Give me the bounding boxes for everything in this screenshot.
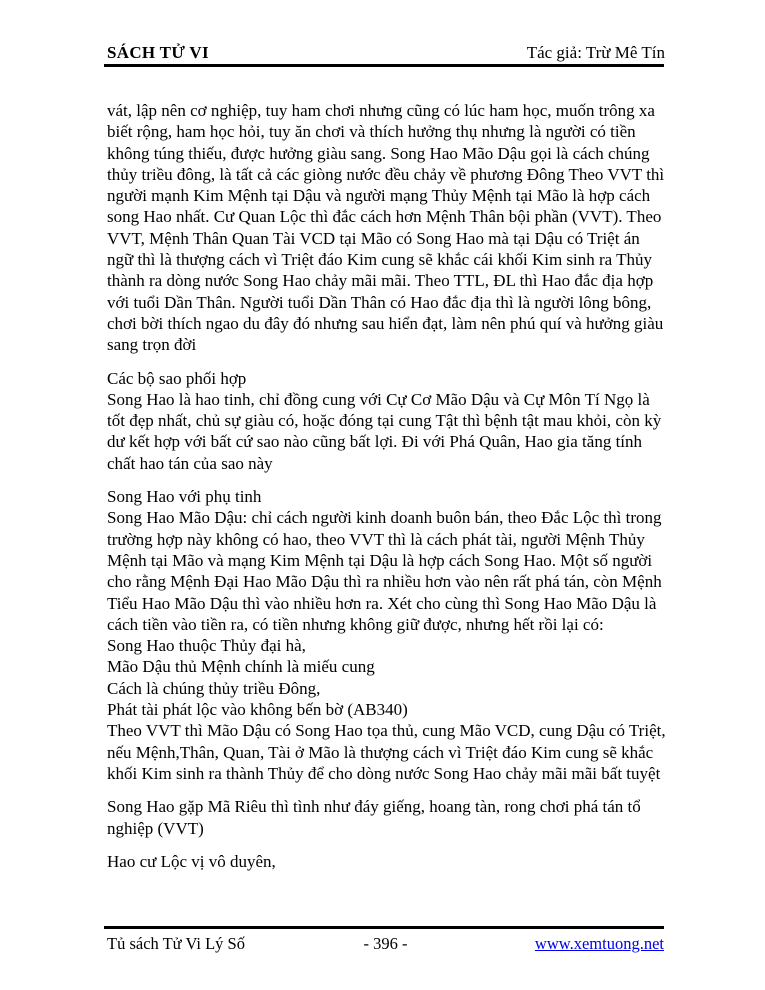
text-line: Song Hao Mão Dậu: chỉ cách người kinh doanh buôn bán, theo Đắc Lộc thì trong bbox=[107, 508, 662, 528]
text-line: chơi bời thích ngao du đây đó nhưng sau hiển đạt, làm nên phú quí và hưởng giàu bbox=[107, 313, 664, 333]
text-line: dư kết hợp với bất cứ sao nào cũng bất lợi. Đi với Phá Quân, Hao gia tăng tính bbox=[107, 432, 643, 452]
text-line: sang trọn đời bbox=[107, 335, 197, 355]
text-line: Cách là chúng thủy triều Đông, bbox=[107, 678, 321, 698]
footer-series-title: Tủ sách Tử Vi Lý Số bbox=[107, 934, 245, 953]
footer-divider bbox=[104, 926, 664, 929]
website-link[interactable]: www.xemtuong.net bbox=[534, 934, 664, 953]
body-text bbox=[107, 100, 669, 884]
text-line: với tuổi Dần Thân. Người tuổi Dần Thân có Hao đắc địa thì là người lông bông, bbox=[107, 292, 652, 312]
text-line: song Hao nhất. Cư Quan Lộc thì đắc cách hơn Mệnh Thân bội phần (VVT). Theo bbox=[107, 207, 662, 227]
text-line: cách tiền vào tiền ra, có tiền nhưng không giữ được, nhưng hết rồi lại có: bbox=[107, 614, 604, 634]
text-line: Mệnh tại Mão và mạng Kim Mệnh tại Dậu là hợp cách Song Hao. Một số người bbox=[107, 550, 653, 570]
text-line: cho rằng Mệnh Đại Hao Mão Dậu thì ra nhiều hơn vào nên rất phá tán, còn Mệnh bbox=[107, 572, 662, 592]
text-line: Các bộ sao phối hợp bbox=[107, 368, 247, 388]
text-line: nếu Mệnh,Thân, Quan, Tài ở Mão là thượng cách vì Triệt đáo Kim cung sẽ khắc bbox=[107, 742, 654, 762]
header-divider bbox=[104, 64, 664, 67]
text-line: Song Hao là hao tinh, chỉ đồng cung với Cự Cơ Mão Dậu và Cự Môn Tí Ngọ là bbox=[107, 389, 650, 409]
author-credit: Tác giả: Trừ Mê Tín bbox=[526, 43, 665, 62]
text-line: ngữ thì là thượng cách vì Triệt đáo Kim cung sẽ khắc cái khối Kim sinh ra Thủy bbox=[107, 250, 653, 270]
text-line: thủy triều đông, là tất cả các giòng nước đều chảy về phương Đông Theo VVT thì bbox=[107, 164, 665, 184]
text-line: nghiệp (VVT) bbox=[107, 818, 204, 838]
paragraph bbox=[107, 100, 669, 356]
text-line: thành ra dòng nước Song Hao chảy mãi mãi. Theo TTL, ĐL thì Hao đắc địa hợp bbox=[107, 271, 654, 291]
page-footer bbox=[107, 934, 664, 954]
text-line: tốt đẹp nhất, chủ sự giàu có, hoặc đóng tại cung Tật thì bệnh tật mau khỏi, còn kỳ bbox=[107, 411, 662, 431]
paragraph bbox=[107, 851, 669, 872]
text-line: người mạnh Kim Mệnh tại Dậu và người mạng Thủy Mệnh tại Mão là hợp cách bbox=[107, 186, 651, 206]
text-line: VVT, Mệnh Thân Quan Tài VCD tại Mão có Song Hao mà tại Dậu có Triệt án bbox=[107, 228, 640, 248]
text-line: trường hợp này không có hao, theo VVT thì là cách phát tài, người Mệnh Thủy bbox=[107, 529, 645, 549]
text-line: Tiểu Hao Mão Dậu thì vào nhiều hơn ra. Xét cho cùng thì Song Hao Mão Dậu là bbox=[107, 593, 657, 613]
text-line: Hao cư Lộc vị vô duyên, bbox=[107, 851, 276, 871]
text-line: Song Hao với phụ tinh bbox=[107, 487, 262, 507]
page-number: - 396 - bbox=[363, 934, 408, 953]
text-line: Song Hao gặp Mã Riêu thì tình như đáy giếng, hoang tàn, rong chơi phá tán tổ bbox=[107, 797, 641, 817]
paragraph bbox=[107, 368, 669, 474]
text-line: không túng thiếu, được hưởng giàu sang. Song Hao Mão Dậu gọi là cách chúng bbox=[107, 143, 650, 163]
text-line: biết rộng, ham học hỏi, tuy ăn chơi và thích hưởng thụ nhưng là người có tiền bbox=[107, 122, 636, 142]
text-line: chất hao tán của sao này bbox=[107, 453, 273, 473]
paragraph bbox=[107, 486, 669, 784]
text-line: khối Kim sinh ra thành Thủy để cho dòng nước Song Hao chảy mãi mãi bất tuyệt bbox=[107, 763, 661, 783]
book-title: SÁCH TỬ VI bbox=[107, 43, 209, 62]
page-header bbox=[107, 43, 665, 63]
text-line: vát, lập nên cơ nghiệp, tuy ham chơi nhưng cũng có lúc ham học, muốn trông xa bbox=[107, 101, 655, 120]
text-line: Mão Dậu thủ Mệnh chính là miếu cung bbox=[107, 657, 375, 677]
text-line: Theo VVT thì Mão Dậu có Song Hao tọa thủ, cung Mão VCD, cung Dậu có Triệt, bbox=[107, 721, 666, 741]
paragraph bbox=[107, 796, 669, 839]
text-line: Phát tài phát lộc vào không bến bờ (AB340) bbox=[107, 700, 408, 720]
text-line: Song Hao thuộc Thủy đại hà, bbox=[107, 636, 306, 656]
